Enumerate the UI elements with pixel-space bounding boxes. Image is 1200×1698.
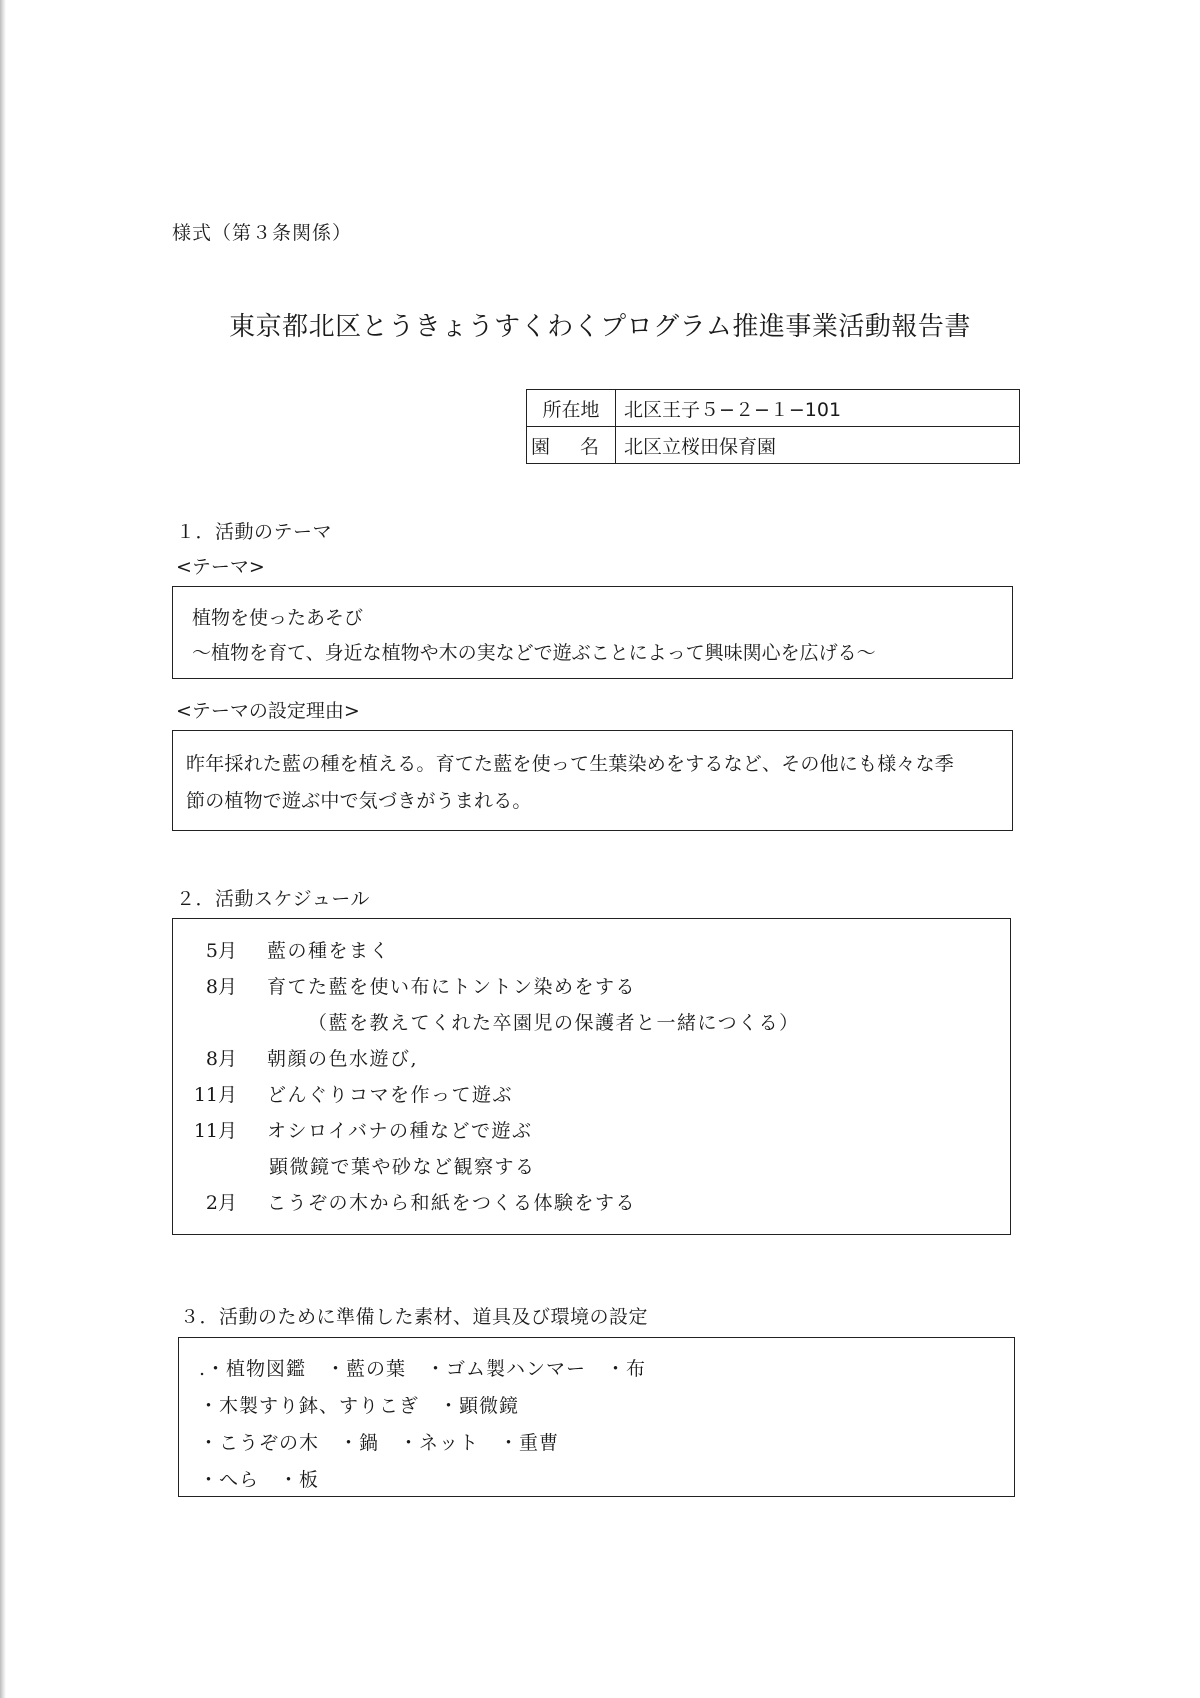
schedule-row [173,1005,1010,1041]
location-value: 北区王子５−２−１−101 [616,390,1020,427]
materials-line: ・木製すり鉢、すりこぎ ・顕微鏡 [199,1395,520,1417]
name-row [527,427,1020,464]
schedule-month: 5月 [205,940,237,962]
section-1-heading: １．活動のテーマ [176,521,333,543]
facility-info-table [526,389,1020,464]
form-label: 様式（第３条関係） [172,222,353,244]
schedule-row [173,1149,1010,1185]
schedule-activity: こうぞの木から和紙をつくる体験をする [267,1192,637,1214]
schedule-activity: （藍を教えてくれた卒園児の保護者と一緒につくる） [308,1012,800,1034]
materials-box [178,1337,1015,1497]
schedule-row [173,1041,1010,1077]
schedule-month: 2月 [205,1192,237,1214]
schedule-activity: オシロイバナの種などで遊ぶ [267,1120,533,1142]
schedule-row [173,1077,1010,1113]
theme-line: 植物を使ったあそび [192,607,364,629]
materials-line: .・植物図鑑 ・藍の葉 ・ゴム製ハンマー ・布 [199,1358,647,1380]
reason-label: <テーマの設定理由> [176,700,360,722]
schedule-box [172,918,1011,1235]
schedule-row [173,933,1010,969]
schedule-activity: 育てた藍を使い布にトントン染めをする [267,976,637,998]
theme-label: <テーマ> [176,556,265,578]
materials-line: ・へら ・板 [199,1469,320,1491]
schedule-row [173,1113,1010,1149]
theme-box [172,586,1013,679]
location-row [527,390,1020,427]
schedule-activity: 藍の種をまく [267,940,391,962]
schedule-activity: どんぐりコマを作って遊ぶ [267,1084,514,1106]
schedule-row [173,969,1010,1005]
schedule-activity: 朝顔の色水遊び, [267,1048,419,1070]
schedule-row [173,1185,1010,1221]
materials-line: ・こうぞの木 ・鍋 ・ネット ・重曹 [199,1432,560,1454]
facility-name-label: 園 名 [527,427,616,464]
location-label: 所在地 [527,390,616,427]
section-3-heading: ３．活動のために準備した素材、道具及び環境の設定 [180,1306,649,1328]
reason-box [172,730,1013,831]
schedule-month: 11月 [193,1084,237,1106]
schedule-month: 11月 [193,1120,237,1142]
schedule-month: 8月 [205,976,237,998]
document-title: 東京都北区とうきょうすくわくプログラム推進事業活動報告書 [229,312,971,342]
facility-name-value: 北区立桜田保育園 [616,427,1020,464]
schedule-activity: 顕微鏡で葉や砂など観察する [269,1156,536,1178]
section-2-heading: ２．活動スケジュール [176,888,370,910]
reason-line: 昨年採れた藍の種を植える。育てた藍を使って生葉染めをするなど、その他にも様々な季 [186,753,955,775]
reason-line: 節の植物で遊ぶ中で気づきがうまれる。 [186,790,532,812]
schedule-month: 8月 [205,1048,237,1070]
theme-line: 〜植物を育て、身近な植物や木の実などで遊ぶことによって興味関心を広げる〜 [192,642,876,664]
scan-edge [0,0,6,1698]
